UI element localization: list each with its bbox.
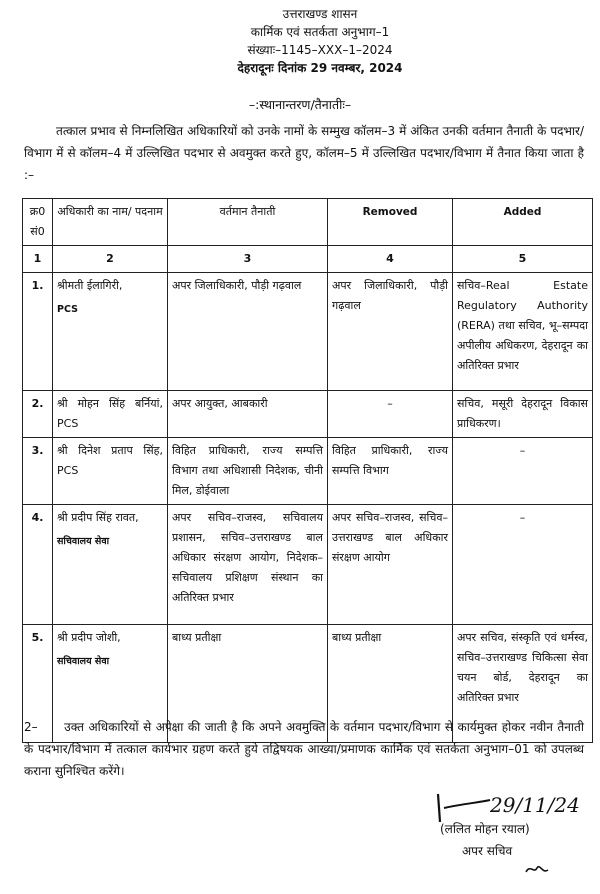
col-number: 3 (168, 246, 328, 273)
officer-cadre: सचिवालय सेवा (57, 656, 110, 667)
officer-cadre: सचिवालय सेवा (57, 536, 110, 547)
header-current: वर्तमान तैनाती (168, 199, 328, 246)
col-number: 1 (23, 246, 53, 273)
para-two (24, 716, 584, 782)
officer-cell (53, 505, 168, 625)
officer-name: श्री मोहन सिंह बर्नियां, PCS (53, 391, 168, 438)
officer-name: श्री दिनेश प्रताप सिंह, PCS (53, 438, 168, 505)
letter-number: संख्याः–1145–XXX–1–2024 (247, 43, 393, 57)
row-sno: 1. (23, 273, 53, 391)
officer-name: श्रीमती ईलागिरी, (57, 279, 123, 292)
header-removed: Removed (328, 199, 453, 246)
signature-date: 29/11/24 (490, 793, 580, 817)
header-officer: अधिकारी का नाम/ पदनाम (53, 199, 168, 246)
para-two-number: 2– (24, 720, 38, 734)
added-posting: – (453, 505, 593, 625)
govt-title: उत्तराखण्ड शासन (282, 7, 358, 21)
header-added: Added (453, 199, 593, 246)
row-sno: 5. (23, 625, 53, 743)
current-posting: बाध्य प्रतीक्षा (168, 625, 328, 743)
current-posting: अपर आयुक्त, आबकारी (168, 391, 328, 438)
officer-cell (53, 273, 168, 391)
para-two-text: उक्त अधिकारियों से अपेक्षा की जाती है कि अपने अवमुक्ति के वर्तमान पदभार/विभाग से कार्यमुक्त होकर नवीन तैनाती के पदभार/विभाग में तत्काल कार्यभार ग्रहण करते हुये तद्विषयक आख्या/प्रमाणक कार्मिक एवं सतर्कता अनुभाग–01 को उपलब्ध कराना सुनिश्चित करेंगे। (24, 720, 584, 778)
place-date: देहरादूनः दिनांक 29 नवम्बर, 2024 (237, 61, 403, 75)
table-row (23, 505, 593, 625)
signatory-designation: अपर सचिव (462, 844, 513, 858)
transfer-table (22, 198, 593, 743)
removed-posting: अपर सचिव–राजस्व, सचिव–उत्तराखण्ड बाल अधिकार संरक्षण आयोग (328, 505, 453, 625)
row-sno: 4. (23, 505, 53, 625)
column-number-row (23, 246, 593, 273)
current-posting: विहित प्राधिकारी, राज्य सम्पत्ति विभाग तथा अधिशासी निदेशक, चीनी मिल, डोईवाला (168, 438, 328, 505)
officer-name: श्री प्रदीप सिंह रावत, (57, 511, 139, 524)
section-title: कार्मिक एवं सतर्कता अनुभाग–1 (250, 25, 390, 39)
table-header-row (23, 199, 593, 246)
row-sno: 2. (23, 391, 53, 438)
added-posting: अपर सचिव, संस्कृति एवं धर्मस्व, सचिव–उत्तराखण्ड चिकित्सा सेवा चयन बोर्ड, देहरादून का अतिरिक्त प्रभार (453, 625, 593, 743)
removed-posting: अपर जिलाधिकारी, पौड़ी गढ़वाल (328, 273, 453, 391)
intro-text: तत्काल प्रभाव से निम्नलिखित अधिकारियों को उनके नामों के सम्मुख कॉलम–3 में अंकित उनकी वर्तमान तैनाती के पदभार/विभाग में से कॉलम–4 में उल्लिखित पदभार से अवमुक्त करते हुए, कॉलम–5 में उल्लिखित पदभार/विभाग में तैनात किया जाता है :– (24, 124, 584, 182)
added-posting: सचिव–Real Estate Regulatory Authority (RERA) तथा सचिव, भू–सम्पदा अपीलीय अधिकरण, देहरादून का अतिरिक्त प्रभार (453, 273, 593, 391)
officer-name: श्री प्रदीप जोशी, (57, 631, 121, 644)
table-row (23, 273, 593, 391)
current-posting: अपर जिलाधिकारी, पौड़ी गढ़वाल (168, 273, 328, 391)
officer-cadre: PCS (57, 304, 78, 315)
signatory-name: (ललित मोहन रयाल) (440, 822, 530, 836)
intro-paragraph (24, 120, 584, 186)
removed-posting: विहित प्राधिकारी, राज्य सम्पत्ति विभाग (328, 438, 453, 505)
subject-line: –:स्थानान्तरण/तैनातीः– (248, 97, 352, 112)
current-posting: अपर सचिव–राजस्व, सचिवालय प्रशासन, सचिव–उत्तराखण्ड बाल अधिकार संरक्षण आयोग, निदेशक–सचिवालय प्रशिक्षण संस्थान का अतिरिक्त प्रभार (168, 505, 328, 625)
initials-mark (524, 860, 550, 878)
removed-posting: – (328, 391, 453, 438)
added-posting: सचिव, मसूरी देहरादून विकास प्राधिकरण। (453, 391, 593, 438)
removed-posting: बाध्य प्रतीक्षा (328, 625, 453, 743)
table-row (23, 438, 593, 505)
header-sno: क्र0 सं0 (23, 199, 53, 246)
col-number: 2 (53, 246, 168, 273)
col-number: 5 (453, 246, 593, 273)
added-posting: – (453, 438, 593, 505)
row-sno: 3. (23, 438, 53, 505)
table-row (23, 391, 593, 438)
col-number: 4 (328, 246, 453, 273)
